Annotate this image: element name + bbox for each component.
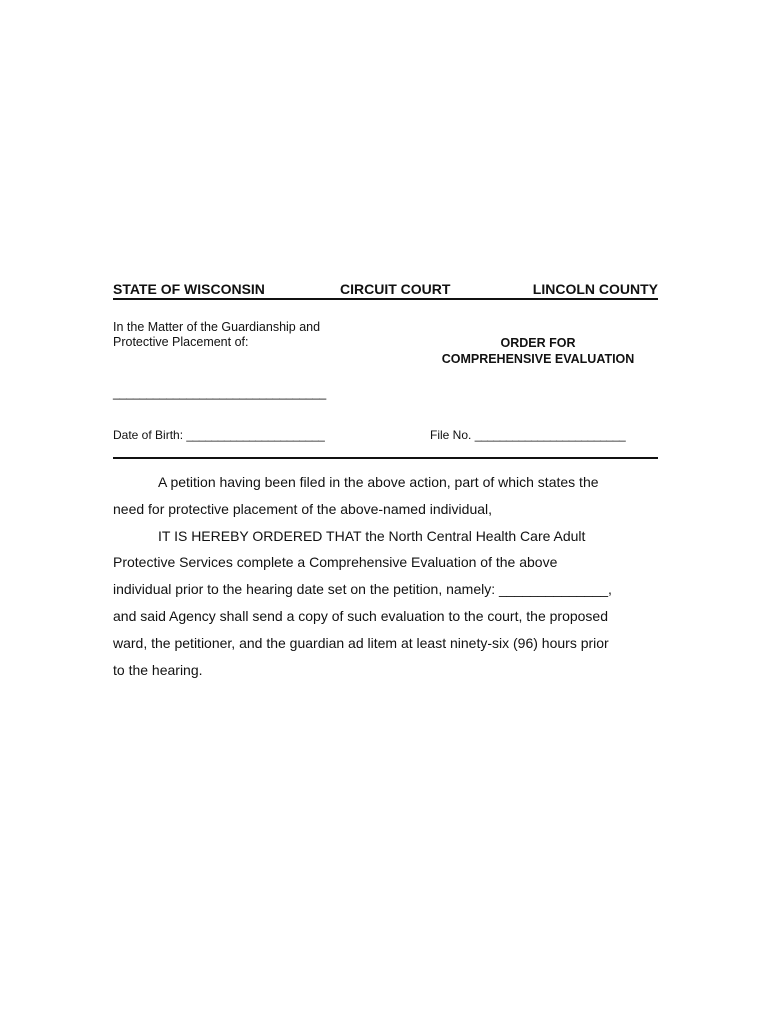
caption-top-rule [113, 298, 658, 300]
caption-bottom-rule [113, 457, 658, 459]
body-line: individual prior to the hearing date set on the petition, namely: ______________, [113, 581, 612, 598]
matter-line-2: Protective Placement of: [113, 335, 249, 349]
order-body [113, 469, 658, 683]
caption-header [113, 281, 658, 299]
file-number-field [430, 428, 625, 442]
order-title-line-1: ORDER FOR [500, 336, 576, 350]
matter-line-1: In the Matter of the Guardianship and [113, 320, 321, 334]
body-line: to the hearing. [113, 661, 203, 678]
body-line: Protective Services complete a Comprehensive Evaluation of the above [113, 554, 558, 571]
date-of-birth-label: Date of Birth: [113, 428, 184, 442]
body-line: ward, the petitioner, and the guardian ad litem at least ninety-six (96) hours prior [113, 634, 609, 651]
order-title [420, 335, 656, 367]
state-label: STATE OF WISCONSIN [113, 281, 265, 297]
body-line: need for protective placement of the above-named individual, [113, 500, 493, 517]
date-of-birth-field [113, 428, 324, 442]
order-title-line-2: COMPREHENSIVE EVALUATION [441, 352, 635, 366]
file-number-blank: ________________________ [474, 428, 626, 442]
court-label: CIRCUIT COURT [340, 281, 451, 297]
file-number-label: File No. [430, 428, 472, 442]
date-of-birth-blank: ______________________ [186, 428, 325, 442]
matter-caption [113, 320, 320, 350]
body-line: IT IS HEREBY ORDERED THAT the North Central Health Care Adult [158, 527, 586, 544]
county-label: LINCOLN COUNTY [532, 281, 658, 297]
body-line: A petition having been filed in the above action, part of which states the [158, 474, 599, 490]
body-line: and said Agency shall send a copy of such evaluation to the court, the proposed [113, 607, 608, 624]
respondent-name-blank: ________________________________ [113, 386, 326, 400]
